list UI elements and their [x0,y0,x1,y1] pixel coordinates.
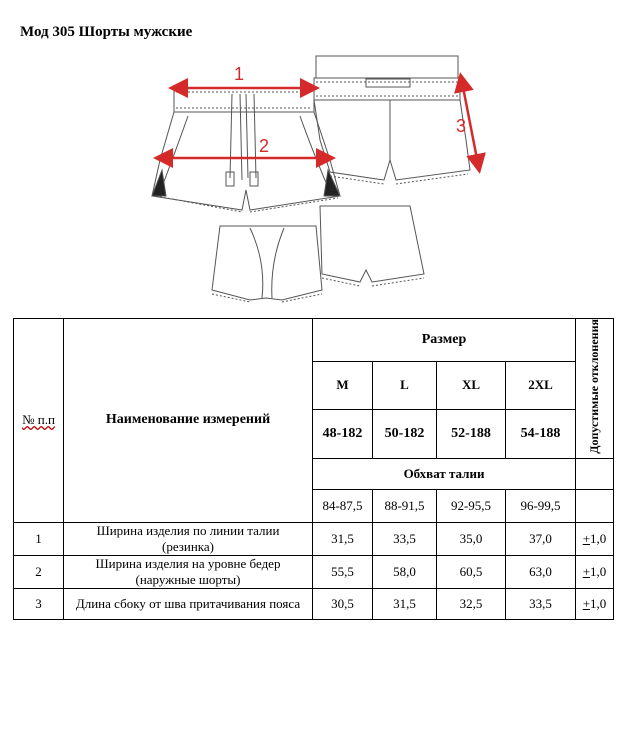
table-row [14,588,614,619]
size-code-m: 48-182 [313,409,373,458]
row-value: 33,5 [506,588,576,619]
row-tolerance: +1,0 [576,522,614,555]
row-name: Длина сбоку от шва притачивания пояса [64,588,313,619]
row-num: 2 [14,555,64,588]
table-row [14,555,614,588]
size-2xl: 2XL [506,362,576,410]
marker-label-3: 3 [455,116,467,136]
shorts-technical-drawing [0,0,635,320]
tolerance-empty-1 [576,458,614,489]
waist-2xl: 96-99,5 [506,489,576,522]
row-value: 58,0 [373,555,437,588]
table-row [14,522,614,555]
row-num: 1 [14,522,64,555]
page-title: Мод 305 Шорты мужские [20,24,193,40]
inner-brief-back-sketch [320,206,424,286]
row-value: 31,5 [373,588,437,619]
tolerance-empty-2 [576,489,614,522]
size-spec-table [13,318,614,620]
waist-m: 84-87,5 [313,489,373,522]
waist-l: 88-91,5 [373,489,437,522]
row-value: 37,0 [506,522,576,555]
size-l: L [373,362,437,410]
size-xl: XL [437,362,506,410]
back-shorts-sketch [314,56,470,184]
row-value: 63,0 [506,555,576,588]
row-value: 31,5 [313,522,373,555]
row-name: Ширина изделия на уровне бедер (наружные шорты) [64,555,313,588]
size-code-xl: 52-188 [437,409,506,458]
col-name-header: Наименование измерений [64,319,313,523]
row-value: 32,5 [437,588,506,619]
marker-label-1: 1 [233,64,245,84]
row-num: 3 [14,588,64,619]
row-value: 33,5 [373,522,437,555]
row-tolerance: +1,0 [576,555,614,588]
front-shorts-sketch [152,88,340,212]
waist-xl: 92-95,5 [437,489,506,522]
row-value: 35,0 [437,522,506,555]
inner-brief-front-sketch [212,226,322,302]
marker-label-2: 2 [258,136,270,156]
row-tolerance: +1,0 [576,588,614,619]
tolerance-header: Допустимые отклонения [576,319,614,459]
row-value: 60,5 [437,555,506,588]
row-value: 55,5 [313,555,373,588]
size-code-2xl: 54-188 [506,409,576,458]
size-code-l: 50-182 [373,409,437,458]
col-num-header: № п.п [14,319,64,523]
size-m: M [313,362,373,410]
row-name: Ширина изделия по линии талии (резинка) [64,522,313,555]
row-value: 30,5 [313,588,373,619]
size-header: Размер [313,319,576,362]
waist-label: Обхват талии [313,458,576,489]
